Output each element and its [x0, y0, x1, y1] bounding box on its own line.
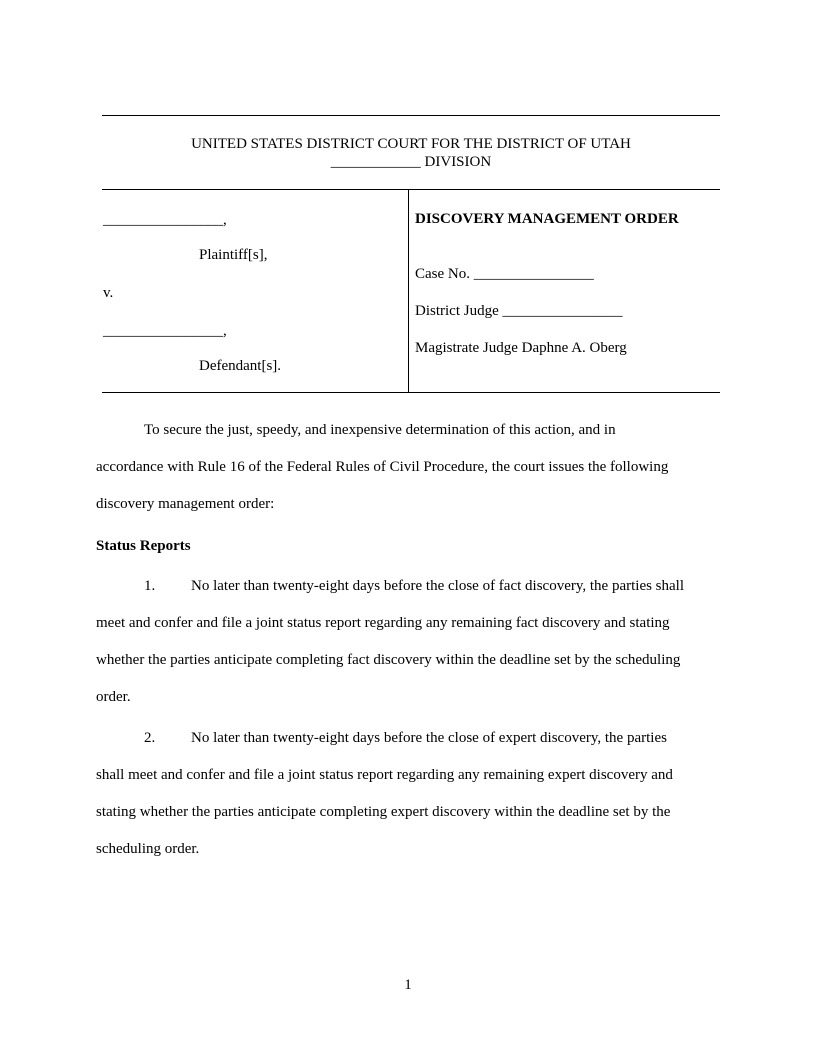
plaintiff-label: Plaintiff[s], — [199, 247, 268, 263]
top-rule — [102, 115, 720, 116]
caption-bottom-rule — [102, 392, 720, 393]
paragraph-2-text-1: No later than twenty-eight days before the close of expert discovery, the parties — [191, 730, 667, 746]
caption-divider — [408, 189, 409, 392]
paragraph-1 — [96, 568, 726, 716]
court-division: ____________ DIVISION — [330, 154, 492, 170]
page-number: 1 — [404, 977, 412, 993]
paragraph-1-line-3: whether the parties anticipate completing fact discovery within the deadline set by the scheduling — [96, 652, 681, 668]
intro-paragraph — [96, 412, 726, 523]
paragraph-2 — [96, 720, 726, 868]
paragraph-1-number: 1. — [144, 578, 156, 594]
versus-label: v. — [103, 285, 114, 301]
court-heading — [102, 135, 720, 171]
paragraph-2-number: 2. — [144, 730, 156, 746]
intro-line-3: discovery management order: — [96, 496, 275, 512]
defendant-name-blank: ________________, — [103, 323, 227, 339]
district-judge: District Judge ________________ — [415, 303, 623, 319]
paragraph-1-text-1: No later than twenty-eight days before the close of fact discovery, the parties shall — [191, 578, 685, 594]
magistrate-judge: Magistrate Judge Daphne A. Oberg — [415, 340, 627, 356]
paragraph-2-line-1 — [96, 720, 726, 757]
paragraph-2-line-3: stating whether the parties anticipate completing expert discovery within the deadline set by the — [96, 804, 671, 820]
caption-top-rule — [102, 189, 720, 190]
paragraph-1-line-4: order. — [96, 689, 131, 705]
order-title: DISCOVERY MANAGEMENT ORDER — [415, 211, 679, 227]
court-name: UNITED STATES DISTRICT COURT FOR THE DISTRICT OF UTAH — [191, 136, 631, 152]
case-number: Case No. ________________ — [415, 266, 594, 282]
paragraph-1-line-1 — [96, 568, 726, 605]
paragraph-1-line-2: meet and confer and file a joint status report regarding any remaining fact discovery and stating — [96, 615, 670, 631]
intro-line-1: To secure the just, speedy, and inexpensive determination of this action, and in — [144, 422, 616, 438]
paragraph-2-line-4: scheduling order. — [96, 841, 200, 857]
intro-line-2: accordance with Rule 16 of the Federal Rules of Civil Procedure, the court issues the following — [96, 459, 669, 475]
section-heading: Status Reports — [96, 538, 191, 554]
defendant-label: Defendant[s]. — [199, 358, 282, 374]
paragraph-2-line-2: shall meet and confer and file a joint status report regarding any remaining expert discovery and — [96, 767, 673, 783]
plaintiff-name-blank: ________________, — [103, 212, 227, 228]
